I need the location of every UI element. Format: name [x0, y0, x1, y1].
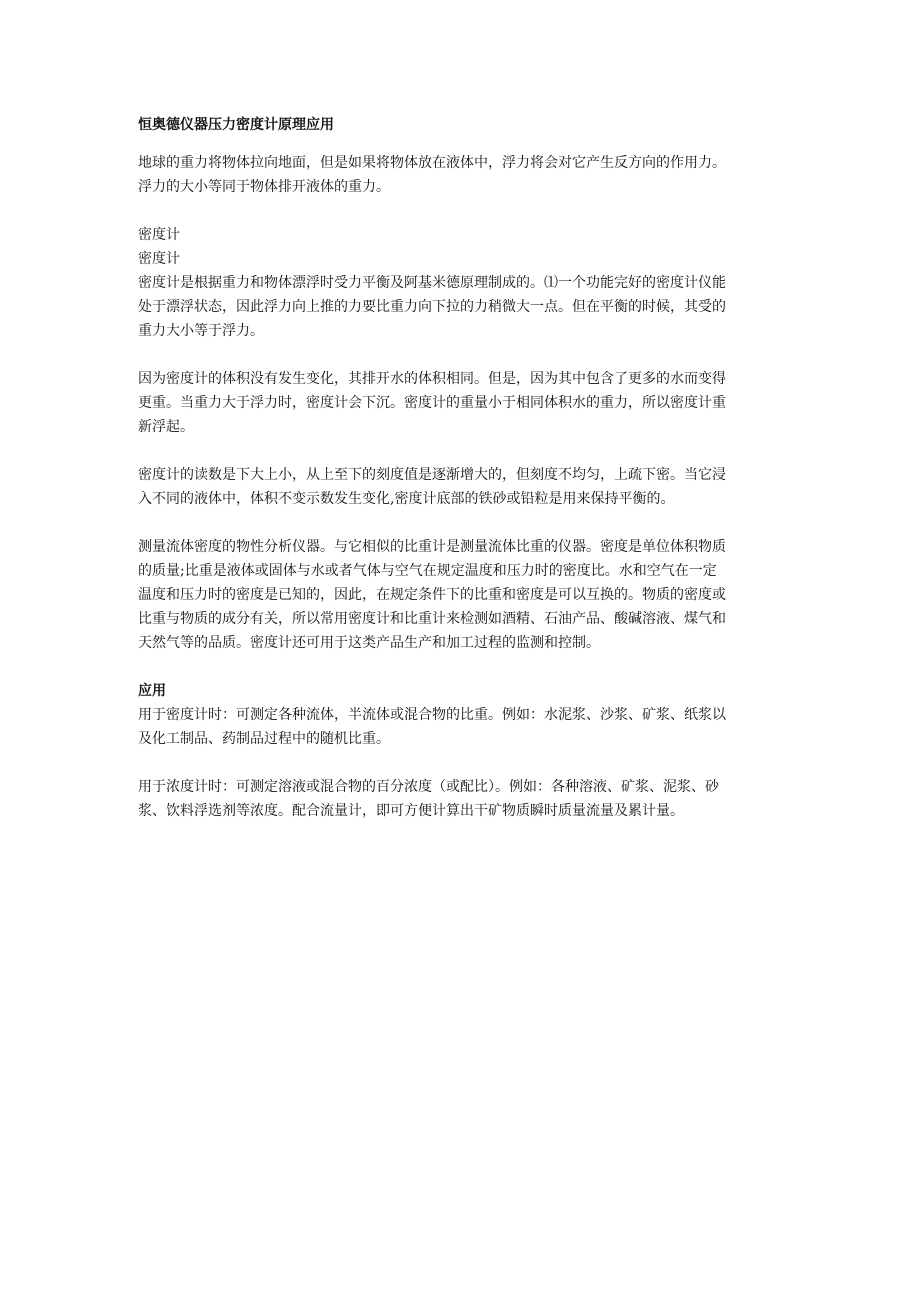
- reading-line: 密度计的读数是下大上小，从上至下的刻度值是逐渐增大的，但刻度不均匀，上疏下密。当它浸: [138, 467, 726, 483]
- section-label-hydrometer: 密度计: [138, 227, 180, 243]
- concentration-application-paragraph: [138, 775, 788, 823]
- reading-line: 入不同的液体中，体积不变示数发生变化,密度计底部的铁砂或铅粒是用来保持平衡的。: [138, 491, 675, 507]
- volume-line: 更重。当重力大于浮力时，密度计会下沉。密度计的重量小于相同体积水的重力，所以密度计重: [138, 395, 726, 411]
- density-application-paragraph: [138, 703, 788, 751]
- document-page: [138, 113, 788, 823]
- density-application-line: 及化工制品、药制品过程中的随机比重。: [138, 731, 390, 747]
- measure-line: 温度和压力时的密度是已知的，因此，在规定条件下的比重和密度是可以互换的。物质的密度或: [138, 587, 726, 603]
- volume-line: 因为密度计的体积没有发生变化，其排开水的体积相同。但是，因为其中包含了更多的水而变得: [138, 371, 726, 387]
- concentration-application-line: 用于浓度计时：可测定溶液或混合物的百分浓度（或配比）。例如：各种溶液、矿浆、泥浆、砂: [138, 779, 719, 795]
- measure-line: 天然气等的品质。密度计还可用于这类产品生产和加工过程的监测和控制。: [138, 635, 600, 651]
- measure-paragraph: [138, 535, 788, 655]
- principle-paragraph: [138, 271, 788, 343]
- principle-line: 重力大小等于浮力。: [138, 323, 264, 339]
- principle-line: 密度计是根据重力和物体漂浮时受力平衡及阿基米德原理制成的。⑴一个功能完好的密度计仪能: [138, 275, 726, 291]
- measure-line: 比重与物质的成分有关，所以常用密度计和比重计来检测如酒精、石油产品、酸碱溶液、煤气和: [138, 611, 726, 627]
- measure-line: 测量流体密度的物性分析仪器。与它相似的比重计是测量流体比重的仪器。密度是单位体积物质: [138, 539, 726, 555]
- intro-line: 浮力的大小等同于物体排开液体的重力。: [138, 179, 390, 195]
- intro-line: 地球的重力将物体拉向地面，但是如果将物体放在液体中，浮力将会对它产生反方向的作用力。: [138, 155, 726, 171]
- volume-line: 新浮起。: [138, 419, 194, 435]
- concentration-application-line: 浆、饮料浮选剂等浓度。配合流量计，即可方便计算出干矿物质瞬时质量流量及累计量。: [138, 803, 684, 819]
- measure-line: 的质量;比重是液体或固体与水或者气体与空气在规定温度和压力时的密度比。水和空气在一定: [138, 563, 717, 579]
- document-title: 恒奥德仪器压力密度计原理应用: [138, 117, 334, 133]
- principle-line: 处于漂浮状态，因此浮力向上推的力要比重力向下拉的力稍微大一点。但在平衡的时候，其受的: [138, 299, 726, 315]
- reading-paragraph: [138, 463, 788, 511]
- density-application-line: 用于密度计时：可测定各种流体，半流体或混合物的比重。例如：水泥浆、沙浆、矿浆、纸浆以: [138, 707, 726, 723]
- application-heading: 应用: [138, 683, 166, 699]
- intro-paragraph: [138, 151, 788, 199]
- section-label-hydrometer-repeat: 密度计: [138, 251, 180, 267]
- volume-paragraph: [138, 367, 788, 439]
